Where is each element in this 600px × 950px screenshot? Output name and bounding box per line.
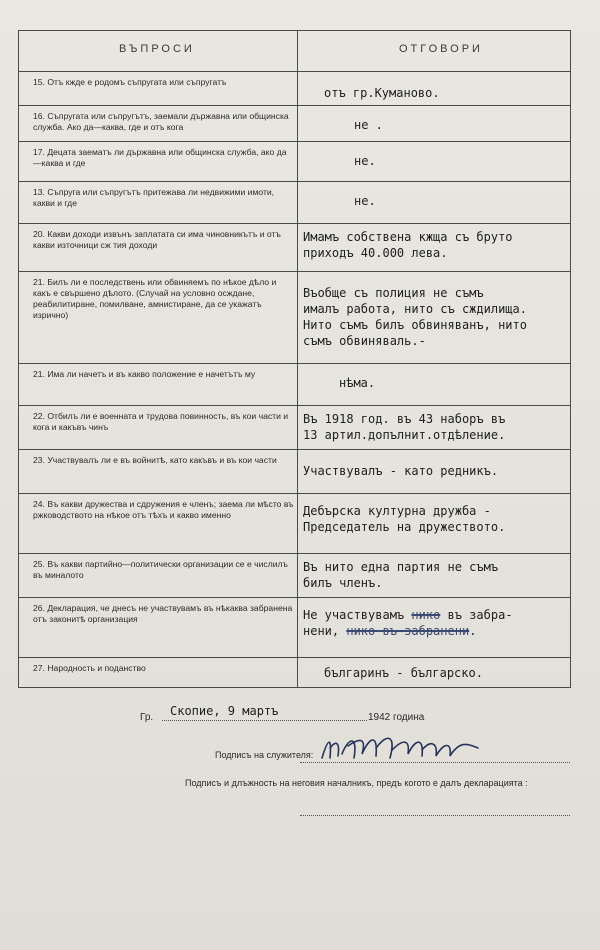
year-text: 1942 година: [368, 712, 425, 723]
row-divider: [19, 181, 570, 182]
question-text: 22. Отбилъ ли е военната и трудова повинность, въ кои части и кога и какъвъ чинъ: [33, 411, 289, 432]
question-text: 15. Отъ кжде е родомъ съпругата или съпругатъ: [33, 77, 227, 87]
answer-text: Имамъ собствена кжща съ бруто приходъ 40.000 лева.: [303, 230, 513, 260]
answer-text: не .: [354, 118, 383, 132]
answer-text: Въ нито една партия не съмъ билъ членъ.: [303, 560, 499, 590]
column-divider: [297, 31, 298, 687]
chief-line: [300, 815, 570, 816]
question-text: 26. Декларация, че днесъ не участвувамъ въ нѣкаква забранена отъ законитѣ организация: [33, 603, 293, 624]
row-divider: [19, 553, 570, 554]
answer-text: Въобще съ полиция не съмъ ималъ работа, нито съ сждилища. Нито съмъ билъ обвиняванъ, нито съмъ обвиняваль.-: [303, 286, 527, 348]
row-divider: [19, 271, 570, 272]
question-text: 17. Децата заематъ ли държавна или общинска служба, ако да—каква и где: [33, 147, 287, 168]
city-prefix: Гр.: [140, 712, 154, 723]
question-text: 13. Съпруга или съпругътъ притежава ли недвижими имоти, какви и где: [33, 187, 275, 208]
struck-text: нико: [411, 608, 441, 622]
row-divider: [19, 493, 570, 494]
question-text: 16. Съпругата или съпругътъ, заемали държавна или общинска служба. Ако да—каква, где и отъ кога: [33, 111, 289, 132]
signature-label: Подписъ на служителя:: [215, 750, 314, 760]
answer-text: Дебърска културна дружба - Председатель на дружеството.: [303, 504, 506, 534]
struck-text: нико въ забранени: [346, 624, 470, 638]
row-divider: [19, 657, 570, 658]
city-date-line: [162, 720, 367, 721]
questions-header: ВЪПРОСИ: [119, 43, 195, 55]
row-divider: [19, 223, 570, 224]
header-line: [19, 71, 570, 72]
question-text: 24. Въ какви дружества и сдружения е членъ; заема ли мѣсто въ ржководството на нѣкое отъ тѣхъ и какво именно: [33, 499, 294, 520]
answer-text: Участвувалъ - като редникъ.: [303, 464, 499, 478]
row-divider: [19, 141, 570, 142]
answer-text: не.: [354, 154, 376, 168]
row-divider: [19, 405, 570, 406]
answer-fragment: въ забра-: [447, 608, 513, 622]
question-text: 20. Какви доходи извънъ заплатата си има чиновникътъ и отъ какви източници сж тия доходи: [33, 229, 281, 250]
handwritten-signature: [318, 728, 488, 768]
row-divider: [19, 449, 570, 450]
answer-text: [303, 607, 573, 639]
question-text: 23. Участвувалъ ли е въ войнитѣ, като какъвъ и въ кои части: [33, 455, 277, 465]
answer-text: отъ гр.Куманово.: [324, 86, 440, 100]
answer-text: не.: [354, 194, 376, 208]
answer-text: нѣма.: [339, 376, 376, 390]
question-text: 27. Народность и поданство: [33, 663, 146, 673]
answer-fragment: нени,: [303, 624, 340, 638]
declaration-table: [18, 30, 571, 688]
answer-text: българинъ - българско.: [324, 666, 483, 680]
answers-header: ОТГОВОРИ: [399, 43, 483, 55]
chief-label: Подписъ и длъжность на неговия началникъ, предъ когото е далъ декларацията :: [185, 778, 528, 788]
answer-fragment: Не участвувамъ: [303, 608, 405, 622]
question-text: 25. Въ какви партийно—политически организации се е числилъ въ миналото: [33, 559, 288, 580]
city-date: Скопие, 9 мартъ: [170, 704, 279, 718]
row-divider: [19, 105, 570, 106]
answer-fragment: .: [469, 624, 477, 638]
row-divider: [19, 363, 570, 364]
question-text: 21. Има ли начетъ и въ какво положение е начетътъ му: [33, 369, 256, 379]
row-divider: [19, 597, 570, 598]
question-text: 21. Билъ ли е последствень или обвиняемъ по нѣкое дѣло и какъ е свършено дѣлото. (Случай на условно осждане, реабилитиране, помилване, амнистиране, да се укажатъ изрично): [33, 277, 277, 320]
answer-text: Въ 1918 год. въ 43 наборъ въ 13 артил.допълнит.отдѣление.: [303, 412, 506, 442]
